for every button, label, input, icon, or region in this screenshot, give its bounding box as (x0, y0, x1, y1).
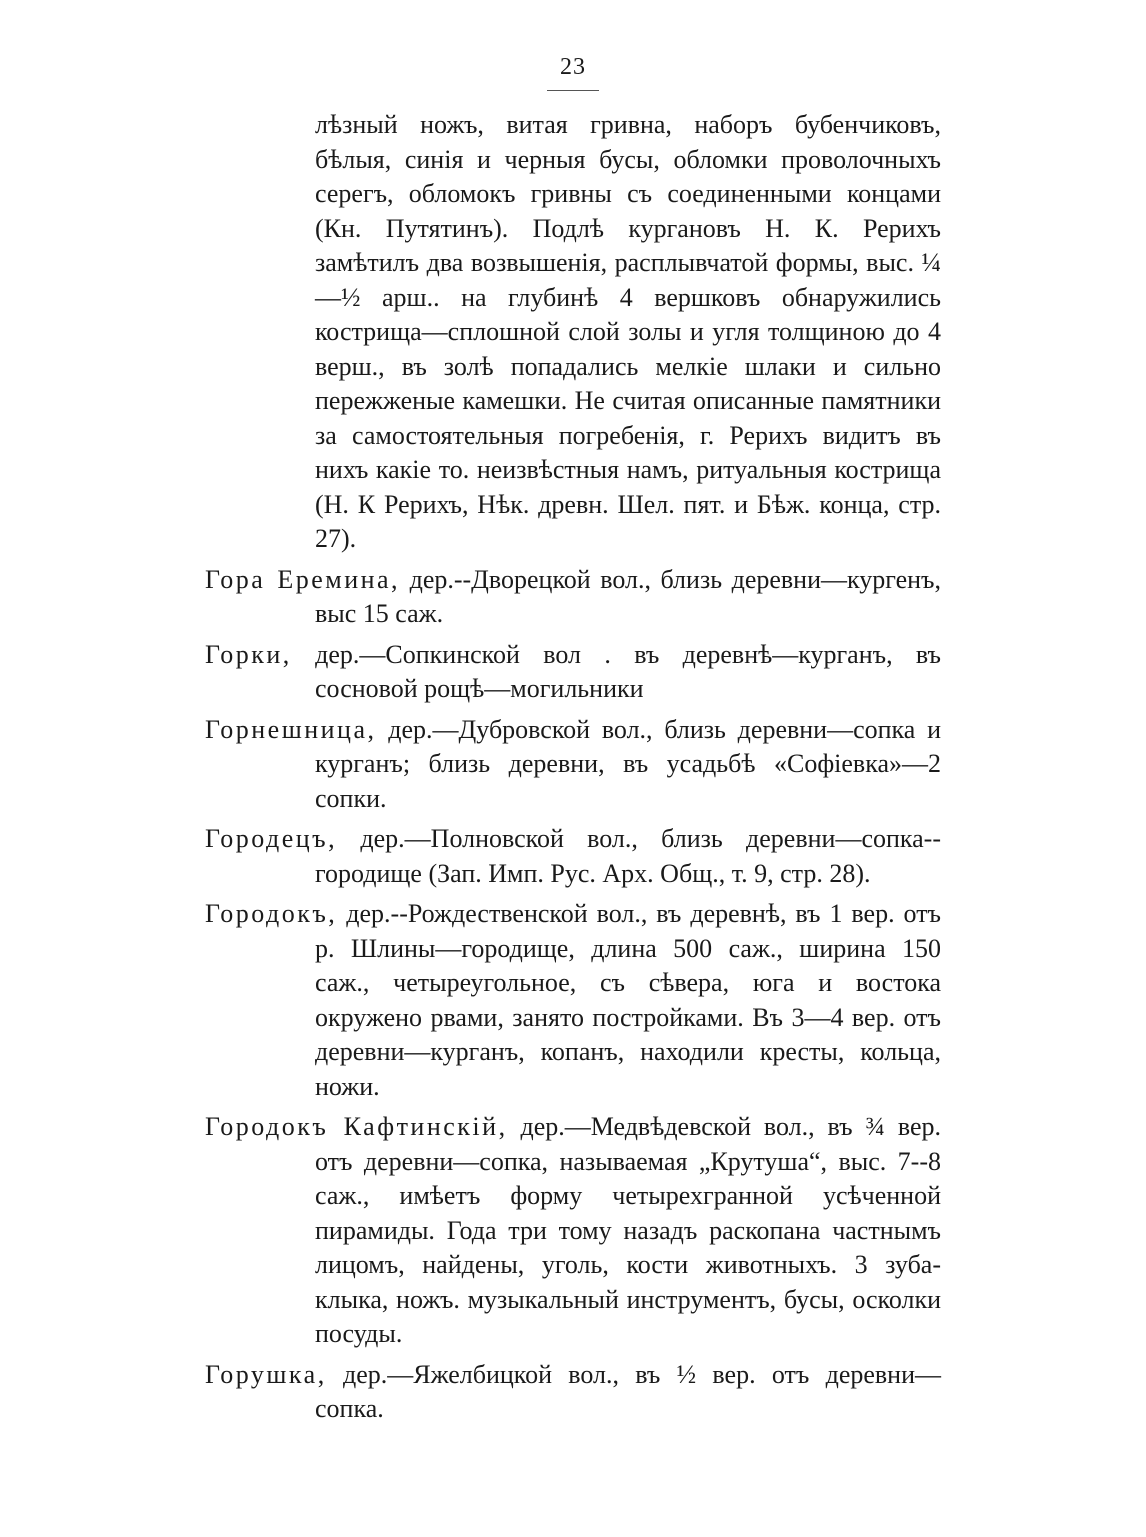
entry-heading: Гора Еремина, (205, 564, 401, 594)
page-text (205, 108, 941, 1427)
entry-text: дер.—Сопкинской вол . въ деревнѣ—курганъ, въ сосновой рощѣ—могильники (291, 639, 941, 703)
entry-text: дер.--Дворецкой вол., близь деревни—кургенъ, выс 15 саж. (315, 564, 941, 628)
entry-text: дер.—Яжелбицкой вол., въ ½ вер. отъ деревни—сопка. (315, 1359, 941, 1423)
gazetteer-entry (205, 638, 941, 707)
entry-heading: Горнешница, (205, 714, 377, 744)
entry-text: дер.—Полновской вол., близь деревни—сопка--городище (Зап. Имп. Рус. Арх. Общ., т. 9, стр. 28). (315, 824, 941, 888)
gazetteer-entry (205, 563, 941, 632)
entry-text: дер.--Рождественской вол., въ деревнѣ, въ 1 вер. отъ р. Шлины—городище, длина 500 саж., ширина 150 саж., четыреугольное, съ сѣвера, юга и востока окружено рвами, занято постройками. Въ 3—4 вер. отъ деревни—курганъ, копанъ, находили кресты, кольца, ножи. (315, 899, 941, 1101)
entry-text: дер.—Медвѣдевской вол., въ ¾ вер. отъ деревни—сопка, называемая „Крутуша“, выс. 7--8 саж., имѣетъ форму четырехгранной усѣченной пирамиды. Года три тому назадъ раскопана частнымъ лицомъ, найдены, уголь, кости животныхъ. 3 зуба-клыка, ножъ. музыкальный инструментъ, бусы, осколки посуды. (315, 1112, 941, 1348)
entry-text: дер.—Дубровской вол., близь деревни—сопка и курганъ; близь деревни, въ усадьбѣ «Софіевка»—2 сопки. (315, 714, 941, 813)
entry-heading: Горки, (205, 639, 292, 669)
page-number-rule (547, 90, 599, 91)
entry-heading: Городокъ Кафтинскій, (205, 1112, 508, 1141)
gazetteer-entry (205, 1358, 941, 1427)
continued-paragraph: лѣзный ножъ, витая гривна, наборъ бубенчиковъ, бѣлыя, синія и черныя бусы, обломки проволочныхъ серегъ, обломокъ гривны съ соединенными концами (Кн. Путятинъ). Подлѣ кургановъ Н. К. Рерихъ замѣтилъ два возвышенія, расплывчатой формы, выс. ¼—½ арш.. на глубинѣ 4 вершковъ обнаружились кострища—сплошной слой золы и угля толщиною до 4 верш., въ золѣ попадались мелкіе шлаки и сильно пережженые камешки. Не считая описанные памятники за самостоятельныя погребенія, г. Рерихъ видитъ въ нихъ какіе то. неизвѣстныя намъ, ритуальныя кострища (Н. К Рерихъ, Нѣк. древн. Шел. пят. и Бѣж. конца, стр. 27). (315, 110, 941, 553)
gazetteer-entry (205, 822, 941, 891)
gazetteer-entry (205, 897, 941, 1104)
gazetteer-entry (205, 1110, 941, 1352)
gazetteer-entry (205, 713, 941, 817)
entry-heading: Городецъ, (205, 824, 338, 853)
entry-heading: Городокъ, (205, 899, 338, 928)
page-number: 23 (560, 54, 586, 80)
entry-heading: Горушка, (205, 1359, 327, 1389)
